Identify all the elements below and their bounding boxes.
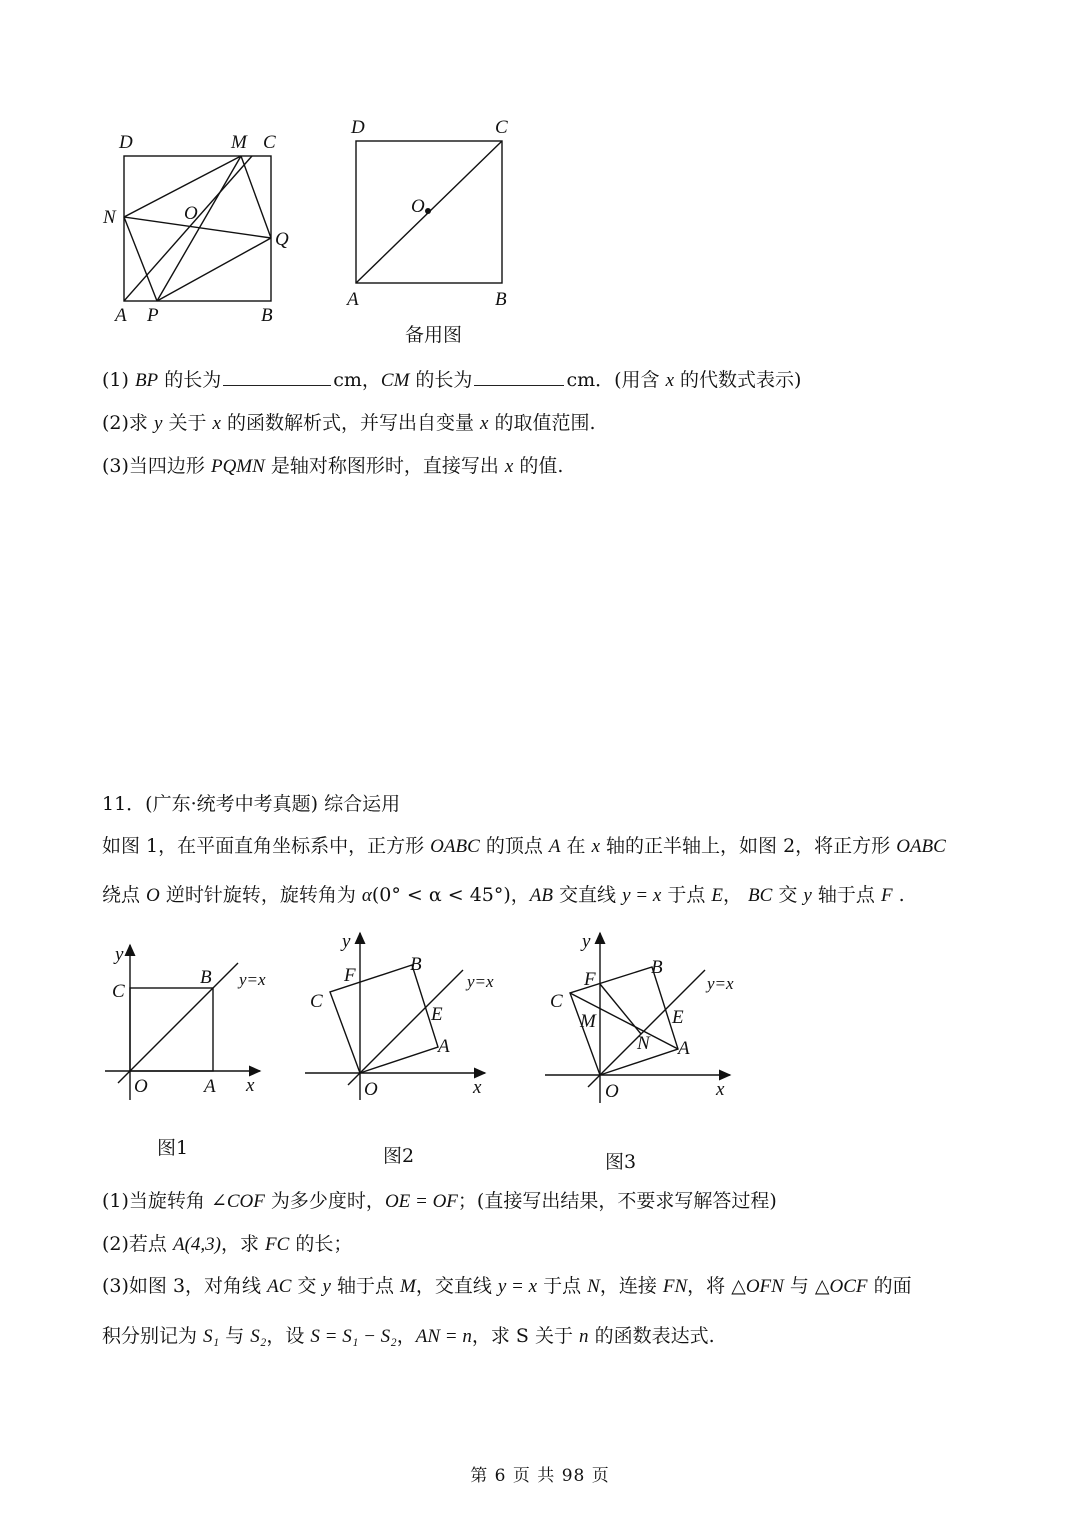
segment-pn [124,217,157,301]
spare-label-o: O [411,196,425,217]
fig3-label-y: y [582,931,591,952]
fig1-label-b: B [200,967,212,988]
fig3-label-o: O [605,1081,619,1102]
q11-title: 11．(广东·统考中考真题) 综合运用 [102,793,401,815]
label-p: P [147,305,159,326]
q11-stem-line-1: 如图 1，在平面直角坐标系中，正方形 OABC 的顶点 A 在 x 轴的正半轴上，如图 2，将正方形 OABC [102,835,946,857]
segment-qp [157,238,271,301]
fig3-label-f: F [584,969,596,990]
label-b: B [261,305,273,326]
label-a: A [115,305,127,326]
fig3-line-y-eq-x [588,970,705,1087]
answer-blank-bp[interactable] [223,367,331,386]
fig3-label-b: B [651,957,663,978]
fig2-label-f: F [344,965,356,986]
fig2-label-line: y=x [467,972,494,991]
fig3-label-n: N [637,1033,650,1054]
fig2-label-c: C [310,991,323,1012]
center-point-o [425,208,431,214]
q11-part-1: (1)当旋转角 ∠COF 为多少度时，OE = OF；(直接写出结果，不要求写解答过程) [102,1190,777,1212]
fig1-label-x: x [246,1075,255,1096]
spare-figure [335,110,535,310]
fig2-label-e: E [431,1004,443,1025]
spare-label-a: A [347,289,359,310]
fig1-label-line: y=x [239,970,266,989]
q11-part-3-line-1: (3)如图 3，对角线 AC 交 y 轴于点 M，交直线 y = x 于点 N，连接 FN，将 △OFN 与 △OCF 的面 [102,1275,912,1297]
label-d: D [119,132,133,153]
fig2-caption: 图2 [383,1145,415,1167]
fig3-label-x: x [716,1079,725,1100]
fig2-label-y: y [342,931,351,952]
q10-part-3: (3)当四边形 PQMN 是轴对称图形时，直接写出 x 的值. [102,455,564,477]
segment-mq [241,156,271,238]
fig1-label-a: A [204,1076,216,1097]
fig1-label-y: y [115,944,124,965]
page-footer: 第 6 页 共 98 页 [470,1466,610,1486]
fig3-label-e: E [672,1007,684,1028]
fig1-line-y-eq-x [118,963,238,1083]
figure-3 [540,925,750,1110]
fig3-caption: 图3 [605,1151,637,1173]
fig2-label-o: O [364,1079,378,1100]
fig2-label-x: x [473,1077,482,1098]
fig3-label-m: M [580,1011,596,1032]
q10-part-2: (2)求 y 关于 x 的函数解析式，并写出自变量 x 的取值范围. [102,412,596,434]
label-c: C [263,132,276,153]
figure-2 [300,925,510,1105]
label-n: N [103,207,116,228]
fig3-label-line: y=x [707,974,734,993]
q11-stem-line-2: 绕点 O 逆时针旋转，旋转角为 α(0° < α < 45°)，AB 交直线 y = x 于点 E， BC 交 y 轴于点 F . [102,884,905,906]
segment-ac-part [124,156,252,301]
spare-label-c: C [495,117,508,138]
spare-label-d: D [351,117,365,138]
fig2-label-b: B [410,954,422,975]
fig3-segment-fn [600,984,641,1034]
fig2-label-a: A [438,1036,450,1057]
label-o: O [184,203,198,224]
spare-caption: 备用图 [405,324,463,346]
fig3-label-c: C [550,991,563,1012]
fig1-caption: 图1 [157,1137,189,1159]
answer-blank-cm[interactable] [474,367,564,386]
fig1-label-c: C [112,981,125,1002]
spare-label-b: B [495,289,507,310]
fig1-label-o: O [134,1076,148,1097]
figure-1 [100,935,280,1105]
q11-part-3-line-2: 积分别记为 S₁ 与 S₂，设 S = S₁ − S₂，AN = n，求 S 关于 n 的函数表达式. [102,1325,715,1347]
q10-part-1: (1) BP 的长为 cm，CM 的长为 cm．(用含 x 的代数式表示) [102,369,802,391]
square-figure [95,120,315,330]
label-q: Q [275,229,289,250]
label-m: M [231,132,247,153]
fig2-line-y-eq-x [348,970,463,1085]
fig3-label-a: A [678,1038,690,1059]
q11-part-2: (2)若点 A(4,3)，求 FC 的长； [102,1233,353,1255]
